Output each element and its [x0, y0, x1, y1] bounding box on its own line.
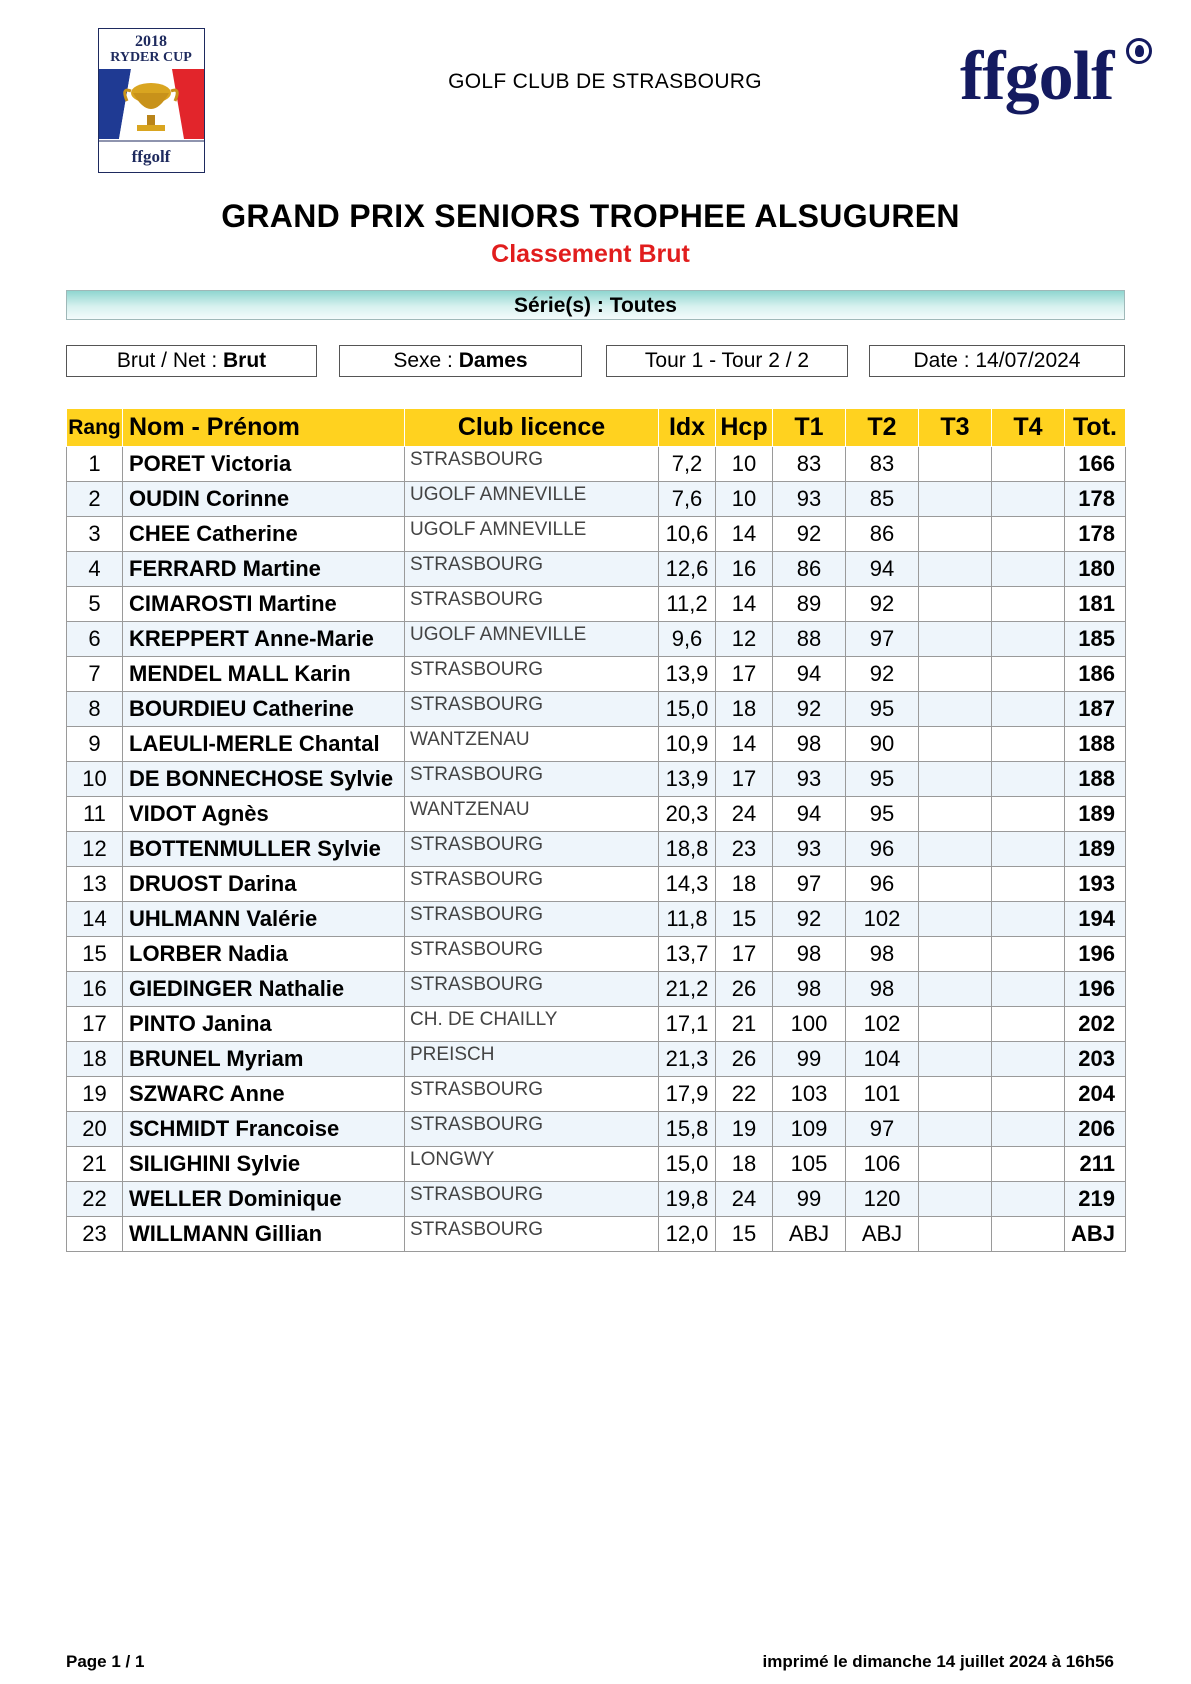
cell-t4 — [992, 587, 1065, 622]
cell-rank: 20 — [67, 1112, 123, 1147]
cell-tot: 166 — [1065, 447, 1126, 482]
cell-t1: 105 — [773, 1147, 846, 1182]
table-row — [67, 1217, 1126, 1252]
cell-t3 — [919, 1042, 992, 1077]
cell-t4 — [992, 657, 1065, 692]
table-row — [67, 832, 1126, 867]
cell-t1: 97 — [773, 867, 846, 902]
cell-club: STRASBOURG — [405, 587, 659, 622]
table-row — [67, 447, 1126, 482]
cell-t2: 102 — [846, 902, 919, 937]
cell-tot: 196 — [1065, 937, 1126, 972]
table-row — [67, 1042, 1126, 1077]
cell-club: STRASBOURG — [405, 867, 659, 902]
table-row — [67, 587, 1126, 622]
cell-name: SCHMIDT Francoise — [123, 1112, 405, 1147]
ffgolf-wordmark: ffgolf — [960, 38, 1114, 115]
cell-t4 — [992, 1112, 1065, 1147]
cell-t4 — [992, 482, 1065, 517]
cell-t1: ABJ — [773, 1217, 846, 1252]
cell-t3 — [919, 972, 992, 1007]
cell-t3 — [919, 1077, 992, 1112]
cell-hcp: 26 — [716, 972, 773, 1007]
cell-hcp: 12 — [716, 622, 773, 657]
cell-t2: 106 — [846, 1147, 919, 1182]
cell-rank: 1 — [67, 447, 123, 482]
cell-rank: 21 — [67, 1147, 123, 1182]
cell-t2: 90 — [846, 727, 919, 762]
cell-t3 — [919, 937, 992, 972]
cell-name: UHLMANN Valérie — [123, 902, 405, 937]
filter-sexe — [339, 345, 582, 377]
brut-net-label: Brut / Net : — [116, 349, 224, 372]
table-row — [67, 867, 1126, 902]
cell-t3 — [919, 867, 992, 902]
cell-rank: 22 — [67, 1182, 123, 1217]
cell-t2: 92 — [846, 657, 919, 692]
cell-t2: ABJ — [846, 1217, 919, 1252]
ffgolf-logo — [960, 36, 1160, 126]
cell-t2: 97 — [846, 1112, 919, 1147]
cell-rank: 14 — [67, 902, 123, 937]
cell-t4 — [992, 517, 1065, 552]
cell-t1: 86 — [773, 552, 846, 587]
cell-name: BOTTENMULLER Sylvie — [123, 832, 405, 867]
cell-idx: 9,6 — [659, 622, 716, 657]
cell-hcp: 18 — [716, 1147, 773, 1182]
cell-club: STRASBOURG — [405, 552, 659, 587]
cell-name: WILLMANN Gillian — [123, 1217, 405, 1252]
cell-t4 — [992, 1007, 1065, 1042]
ryder-year: 2018 — [135, 33, 167, 50]
col-header-total: Tot. — [1065, 409, 1126, 447]
results-table — [66, 408, 1126, 1252]
cell-t4 — [992, 1077, 1065, 1112]
document-subtitle: Classement Brut — [491, 240, 690, 268]
table-row — [67, 1147, 1126, 1182]
table-header-row — [67, 409, 1126, 447]
cell-rank: 8 — [67, 692, 123, 727]
cell-t1: 83 — [773, 447, 846, 482]
cell-tot: 181 — [1065, 587, 1126, 622]
cell-t3 — [919, 832, 992, 867]
table-row — [67, 1182, 1126, 1217]
cell-tot: 186 — [1065, 657, 1126, 692]
cell-t2: 102 — [846, 1007, 919, 1042]
cell-t1: 94 — [773, 657, 846, 692]
cell-t2: 95 — [846, 797, 919, 832]
cell-rank: 4 — [67, 552, 123, 587]
cell-rank: 2 — [67, 482, 123, 517]
cell-hcp: 14 — [716, 587, 773, 622]
cell-rank: 19 — [67, 1077, 123, 1112]
cell-t1: 93 — [773, 762, 846, 797]
cell-t2: 95 — [846, 692, 919, 727]
cell-t3 — [919, 482, 992, 517]
table-row — [67, 797, 1126, 832]
footer-printed-date: imprimé le dimanche 14 juillet 2024 à 16h56 — [762, 1652, 1114, 1671]
cell-hcp: 17 — [716, 762, 773, 797]
cell-t3 — [919, 1147, 992, 1182]
cell-hcp: 26 — [716, 1042, 773, 1077]
cell-idx: 7,6 — [659, 482, 716, 517]
col-header-t2: T2 — [846, 409, 919, 447]
cell-idx: 17,1 — [659, 1007, 716, 1042]
cell-rank: 9 — [67, 727, 123, 762]
cell-tot: 178 — [1065, 482, 1126, 517]
cell-club: WANTZENAU — [405, 797, 659, 832]
cell-t2: 92 — [846, 587, 919, 622]
cell-t3 — [919, 517, 992, 552]
cell-rank: 12 — [67, 832, 123, 867]
cell-t2: 98 — [846, 972, 919, 1007]
cell-name: BOURDIEU Catherine — [123, 692, 405, 727]
cell-t3 — [919, 727, 992, 762]
col-header-idx: Idx — [659, 409, 716, 447]
cell-t1: 88 — [773, 622, 846, 657]
cell-hcp: 16 — [716, 552, 773, 587]
cell-t3 — [919, 762, 992, 797]
cell-t3 — [919, 797, 992, 832]
cell-name: DE BONNECHOSE Sylvie — [123, 762, 405, 797]
cell-club: STRASBOURG — [405, 902, 659, 937]
cell-t3 — [919, 622, 992, 657]
cell-name: GIEDINGER Nathalie — [123, 972, 405, 1007]
cell-t1: 92 — [773, 517, 846, 552]
cell-idx: 10,9 — [659, 727, 716, 762]
cell-t4 — [992, 797, 1065, 832]
cell-t1: 103 — [773, 1077, 846, 1112]
cell-tot: ABJ — [1065, 1217, 1126, 1252]
cell-t1: 92 — [773, 692, 846, 727]
cell-club: STRASBOURG — [405, 1077, 659, 1112]
cell-hcp: 24 — [716, 1182, 773, 1217]
cell-rank: 3 — [67, 517, 123, 552]
table-row — [67, 657, 1126, 692]
col-header-rang: Rang — [67, 409, 123, 447]
cell-t2: 101 — [846, 1077, 919, 1112]
cell-tot: 185 — [1065, 622, 1126, 657]
cell-club: STRASBOURG — [405, 1217, 659, 1252]
cell-idx: 13,9 — [659, 657, 716, 692]
col-header-club: Club licence — [405, 409, 659, 447]
cell-t1: 99 — [773, 1182, 846, 1217]
cell-club: PREISCH — [405, 1042, 659, 1077]
cell-name: OUDIN Corinne — [123, 482, 405, 517]
cell-idx: 10,6 — [659, 517, 716, 552]
cell-rank: 10 — [67, 762, 123, 797]
table-row — [67, 937, 1126, 972]
cell-t2: 86 — [846, 517, 919, 552]
cell-t1: 98 — [773, 727, 846, 762]
cell-rank: 7 — [67, 657, 123, 692]
cell-name: KREPPERT Anne-Marie — [123, 622, 405, 657]
cell-t1: 100 — [773, 1007, 846, 1042]
cell-t3 — [919, 1182, 992, 1217]
cell-club: STRASBOURG — [405, 832, 659, 867]
cell-club: STRASBOURG — [405, 692, 659, 727]
cell-hcp: 15 — [716, 902, 773, 937]
cell-idx: 15,0 — [659, 692, 716, 727]
cell-rank: 6 — [67, 622, 123, 657]
cell-tot: 189 — [1065, 797, 1126, 832]
cell-t4 — [992, 902, 1065, 937]
cell-t2: 104 — [846, 1042, 919, 1077]
cell-hcp: 18 — [716, 867, 773, 902]
table-row — [67, 622, 1126, 657]
cell-rank: 16 — [67, 972, 123, 1007]
cell-t2: 97 — [846, 622, 919, 657]
cell-club: STRASBOURG — [405, 447, 659, 482]
cell-t4 — [992, 1182, 1065, 1217]
cell-tot: 211 — [1065, 1147, 1126, 1182]
cell-tot: 180 — [1065, 552, 1126, 587]
cell-club: WANTZENAU — [405, 727, 659, 762]
cell-rank: 15 — [67, 937, 123, 972]
cell-name: LAEULI-MERLE Chantal — [123, 727, 405, 762]
series-bar: Série(s) : Toutes — [66, 290, 1125, 320]
brut-net-value: Brut — [223, 349, 267, 372]
cell-name: PINTO Janina — [123, 1007, 405, 1042]
cell-t3 — [919, 692, 992, 727]
ryder-brand: ffgolf — [131, 147, 171, 166]
cell-t1: 92 — [773, 902, 846, 937]
cell-tot: 219 — [1065, 1182, 1126, 1217]
cell-idx: 12,0 — [659, 1217, 716, 1252]
cell-hcp: 17 — [716, 937, 773, 972]
cell-hcp: 21 — [716, 1007, 773, 1042]
col-header-t3: T3 — [919, 409, 992, 447]
cell-t3 — [919, 587, 992, 622]
cell-rank: 17 — [67, 1007, 123, 1042]
cell-t2: 96 — [846, 832, 919, 867]
filter-brut-net — [66, 345, 317, 377]
cell-idx: 15,0 — [659, 1147, 716, 1182]
cell-t2: 120 — [846, 1182, 919, 1217]
cell-name: WELLER Dominique — [123, 1182, 405, 1217]
cell-name: LORBER Nadia — [123, 937, 405, 972]
document-title: GRAND PRIX SENIORS TROPHEE ALSUGUREN — [221, 198, 960, 234]
cell-name: CHEE Catherine — [123, 517, 405, 552]
cell-t1: 89 — [773, 587, 846, 622]
cell-club: STRASBOURG — [405, 1112, 659, 1147]
cell-club: LONGWY — [405, 1147, 659, 1182]
table-row — [67, 762, 1126, 797]
cell-name: FERRARD Martine — [123, 552, 405, 587]
cell-club: CH. DE CHAILLY — [405, 1007, 659, 1042]
cell-t3 — [919, 1007, 992, 1042]
cell-t3 — [919, 552, 992, 587]
cell-t1: 109 — [773, 1112, 846, 1147]
cell-t4 — [992, 552, 1065, 587]
cell-idx: 14,3 — [659, 867, 716, 902]
filter-date: Date : 14/07/2024 — [869, 345, 1125, 377]
cell-idx: 13,9 — [659, 762, 716, 797]
cell-t1: 99 — [773, 1042, 846, 1077]
cell-hcp: 15 — [716, 1217, 773, 1252]
results-body — [67, 447, 1126, 1252]
cell-club: UGOLF AMNEVILLE — [405, 482, 659, 517]
col-header-t1: T1 — [773, 409, 846, 447]
cell-t2: 98 — [846, 937, 919, 972]
cell-hcp: 10 — [716, 482, 773, 517]
cell-hcp: 17 — [716, 657, 773, 692]
cell-club: STRASBOURG — [405, 972, 659, 1007]
cell-tot: 178 — [1065, 517, 1126, 552]
cell-hcp: 23 — [716, 832, 773, 867]
cell-idx: 11,2 — [659, 587, 716, 622]
club-header: GOLF CLUB DE STRASBOURG — [448, 70, 762, 93]
footer-page-number: Page 1 / 1 — [66, 1652, 145, 1671]
rooster-icon — [1126, 38, 1152, 64]
ryder-name: RYDER CUP — [110, 50, 192, 65]
cell-club: UGOLF AMNEVILLE — [405, 517, 659, 552]
cell-idx: 11,8 — [659, 902, 716, 937]
filter-tour: Tour 1 - Tour 2 / 2 — [606, 345, 848, 377]
table-row — [67, 552, 1126, 587]
cell-tot: 196 — [1065, 972, 1126, 1007]
cell-name: DRUOST Darina — [123, 867, 405, 902]
cell-t4 — [992, 937, 1065, 972]
cell-t4 — [992, 1042, 1065, 1077]
col-header-hcp: Hcp — [716, 409, 773, 447]
table-row — [67, 517, 1126, 552]
cell-idx: 7,2 — [659, 447, 716, 482]
table-row — [67, 1112, 1126, 1147]
cell-t4 — [992, 622, 1065, 657]
cell-name: SZWARC Anne — [123, 1077, 405, 1112]
cell-t3 — [919, 1112, 992, 1147]
cell-hcp: 24 — [716, 797, 773, 832]
cell-t2: 94 — [846, 552, 919, 587]
table-row — [67, 727, 1126, 762]
cell-rank: 11 — [67, 797, 123, 832]
col-header-t4: T4 — [992, 409, 1065, 447]
cell-t1: 93 — [773, 482, 846, 517]
cell-club: STRASBOURG — [405, 762, 659, 797]
cell-rank: 13 — [67, 867, 123, 902]
cell-hcp: 18 — [716, 692, 773, 727]
cell-club: STRASBOURG — [405, 657, 659, 692]
cell-t4 — [992, 447, 1065, 482]
cell-t1: 94 — [773, 797, 846, 832]
cell-name: CIMAROSTI Martine — [123, 587, 405, 622]
cell-hcp: 14 — [716, 517, 773, 552]
cell-hcp: 19 — [716, 1112, 773, 1147]
cell-hcp: 14 — [716, 727, 773, 762]
cell-tot: 194 — [1065, 902, 1126, 937]
cell-idx: 17,9 — [659, 1077, 716, 1112]
table-row — [67, 1007, 1126, 1042]
cell-t4 — [992, 867, 1065, 902]
cell-tot: 206 — [1065, 1112, 1126, 1147]
ryder-cup-logo — [98, 28, 205, 173]
cell-club: UGOLF AMNEVILLE — [405, 622, 659, 657]
cell-t1: 93 — [773, 832, 846, 867]
cell-idx: 18,8 — [659, 832, 716, 867]
cell-t2: 95 — [846, 762, 919, 797]
cell-name: PORET Victoria — [123, 447, 405, 482]
cell-rank: 18 — [67, 1042, 123, 1077]
cell-tot: 188 — [1065, 762, 1126, 797]
cell-t2: 83 — [846, 447, 919, 482]
cell-t3 — [919, 447, 992, 482]
cell-t4 — [992, 1217, 1065, 1252]
cell-t4 — [992, 692, 1065, 727]
cell-tot: 189 — [1065, 832, 1126, 867]
cell-t4 — [992, 727, 1065, 762]
cell-t4 — [992, 832, 1065, 867]
cell-idx: 19,8 — [659, 1182, 716, 1217]
table-row — [67, 972, 1126, 1007]
sexe-label: Sexe : — [393, 349, 459, 372]
cell-idx: 13,7 — [659, 937, 716, 972]
cell-idx: 21,3 — [659, 1042, 716, 1077]
cell-rank: 23 — [67, 1217, 123, 1252]
cell-tot: 203 — [1065, 1042, 1126, 1077]
col-header-nom: Nom - Prénom — [123, 409, 405, 447]
cell-club: STRASBOURG — [405, 937, 659, 972]
cell-idx: 20,3 — [659, 797, 716, 832]
cell-tot: 188 — [1065, 727, 1126, 762]
table-row — [67, 1077, 1126, 1112]
table-row — [67, 902, 1126, 937]
cell-hcp: 10 — [716, 447, 773, 482]
cell-t1: 98 — [773, 937, 846, 972]
cell-idx: 21,2 — [659, 972, 716, 1007]
cell-idx: 15,8 — [659, 1112, 716, 1147]
cell-t4 — [992, 1147, 1065, 1182]
cell-t4 — [992, 762, 1065, 797]
cell-t2: 96 — [846, 867, 919, 902]
cell-t2: 85 — [846, 482, 919, 517]
cell-name: SILIGHINI Sylvie — [123, 1147, 405, 1182]
table-row — [67, 482, 1126, 517]
cell-name: MENDEL MALL Karin — [123, 657, 405, 692]
cell-t4 — [992, 972, 1065, 1007]
cell-tot: 204 — [1065, 1077, 1126, 1112]
table-row — [67, 692, 1126, 727]
cell-tot: 193 — [1065, 867, 1126, 902]
cell-name: BRUNEL Myriam — [123, 1042, 405, 1077]
cell-club: STRASBOURG — [405, 1182, 659, 1217]
sexe-value: Dames — [458, 349, 528, 372]
cell-tot: 202 — [1065, 1007, 1126, 1042]
cell-t3 — [919, 902, 992, 937]
cell-idx: 12,6 — [659, 552, 716, 587]
cell-t3 — [919, 1217, 992, 1252]
cell-tot: 187 — [1065, 692, 1126, 727]
cell-rank: 5 — [67, 587, 123, 622]
cell-t1: 98 — [773, 972, 846, 1007]
cell-hcp: 22 — [716, 1077, 773, 1112]
cell-t3 — [919, 657, 992, 692]
cell-name: VIDOT Agnès — [123, 797, 405, 832]
